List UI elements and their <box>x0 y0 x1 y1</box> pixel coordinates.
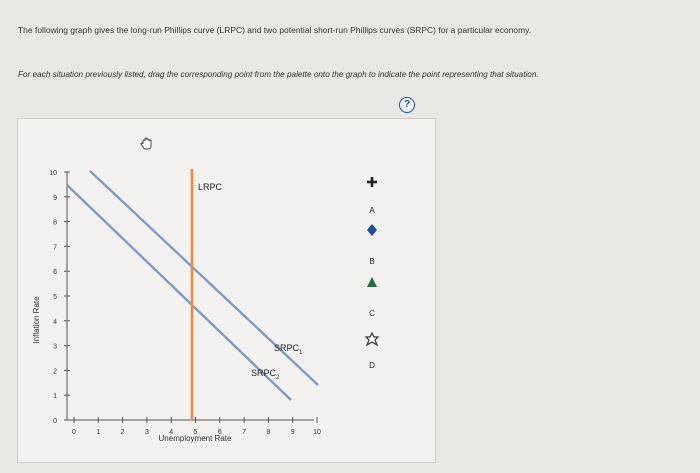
y-tick-label: 10 <box>49 170 57 177</box>
y-tick-label: 3 <box>53 343 57 351</box>
palette-item-d[interactable] <box>366 333 378 370</box>
srpc1-label: $SRPC_1$ <box>274 343 303 356</box>
y-tick-label: 1 <box>53 393 57 401</box>
instructions-line-1: The following graph gives the long-run Phillips curve (LRPC) and two potential short-run Phillips curves (SRPC) for a particular economy. <box>18 25 532 35</box>
palette-item-c[interactable] <box>367 277 377 318</box>
palette-label-b: B <box>369 257 375 266</box>
plus-icon <box>367 177 377 187</box>
x-tick-label: 4 <box>169 429 174 436</box>
y-tick-label: 2 <box>53 368 57 376</box>
lrpc-label: LRPC <box>198 182 223 192</box>
y-tick-label: 4 <box>53 318 57 326</box>
palette-item-a[interactable] <box>367 177 377 215</box>
palette-label-a: A <box>369 206 375 215</box>
y-tick-label: 8 <box>53 219 57 227</box>
x-tick-label: 1 <box>96 429 101 436</box>
x-tick-label: 5 <box>193 429 198 436</box>
y-tick-label: 0 <box>53 418 57 425</box>
x-tick-label: 3 <box>144 429 149 436</box>
palette-item-b[interactable] <box>367 224 377 266</box>
x-tick-label: 2 <box>120 429 125 436</box>
diamond-icon <box>367 224 377 236</box>
x-tick-label: 10 <box>313 429 321 436</box>
y-tick-label: 6 <box>53 269 57 277</box>
palette-label-d: D <box>369 361 375 370</box>
y-tick-label: 7 <box>53 244 57 252</box>
x-tick-label: 9 <box>290 429 295 436</box>
y-tick-label: 9 <box>53 194 57 202</box>
y-tick-label: 5 <box>53 294 57 301</box>
srpc2-label: $SRPC_2$ <box>251 368 280 381</box>
help-icon[interactable]: ? <box>399 97 415 113</box>
triangle-icon <box>367 277 377 287</box>
instructions-line-2: For each situation previously listed, drag the corresponding point from the palette onto the graph to indicate the point representing that situation. <box>18 70 539 79</box>
star-icon <box>366 333 378 345</box>
x-tick-label: 6 <box>217 429 222 436</box>
palette-label-c: C <box>369 309 375 318</box>
x-tick-label: 7 <box>242 429 247 436</box>
x-tick-label: 0 <box>72 429 76 436</box>
x-axis-label: Unemployment Rate <box>158 434 232 443</box>
x-tick-label: 8 <box>266 429 271 436</box>
y-axis-label: Inflation Rate <box>32 296 41 344</box>
